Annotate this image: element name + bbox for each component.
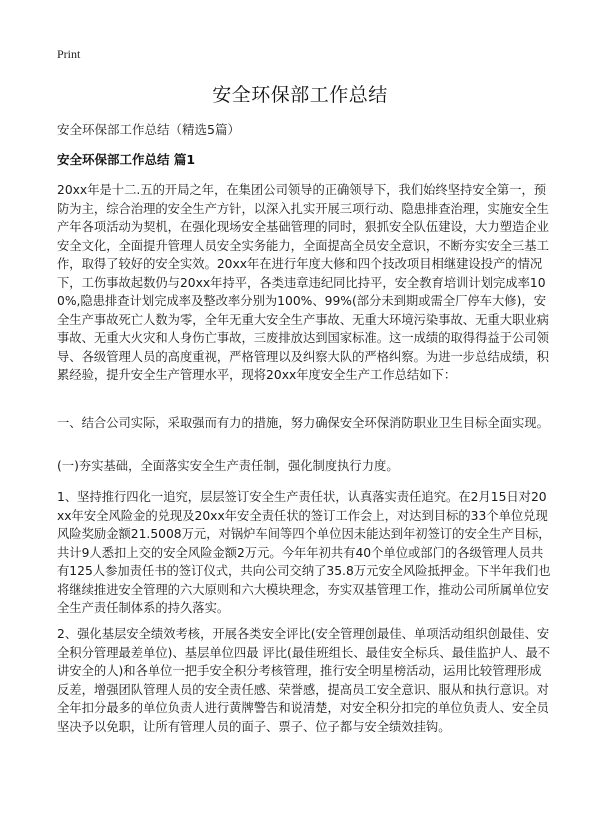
- paragraph-item-one: 1、坚持推行四化一追究，层层签订安全生产责任状，认真落实责任追究。在2月15日对20xx年安全风险金的兑现及20xx年安全责任状的签订工作会上，对达到目标的33个单位兑现风险奖励金额21.5008万元，对锅炉车间等四个单位因未能达到年初签订的安全生产目标，共计9人悉扣上交的安全风险金额2万元。今年年初共有40个单位或部门的各级管理人员共有125人参加责任书的签订仪式，共向公司交纳了35.8万元安全风险抵押金。下半年我们也将继续推进安全管理的六大原则和六大模块理念，夯实双基管理工作，推动公司所属单位安全生产责任制体系的持久落实。: [57, 490, 551, 615]
- paragraph-intro: 20xx年是十二.五的开局之年，在集团公司领导的正确领导下，我们始终坚持安全第一，预防为主，综合治理的安全生产方针，以深入扎实开展三项行动、隐患排查治理，实施安全生产年各项活动为契机，在强化现场安全基础管理的同时，狠抓安全队伍建设，大力塑造企业安全文化，全面提升管理人员安全实务能力，全面提高全员安全意识，不断夯实安全三基工作，取得了较好的安全实效。20xx年在进行年度大修和四个技改项目相继建设投产的情况下，工伤事故起数仍与20xx年持平，各类违章违纪同比持平，安全教育培训计划完成率100%,隐患排查计划完成率及整改率分别为100%、99%(部分未到期或需全厂停车大修)，安全生产事故死亡人数为零，全年无重大安全生产事故、无重大环境污染事故、无重大职业病事故、无重大火灾和人身伤亡事故，三废排放达到国家标准。这一成绩的取得得益于公司领导、各级管理人员的高度重视，严格管理以及纠察大队的严格纠察。为进一步总结成绩，积累经验，提升安全生产管理水平，现将20xx年度安全生产工作总结如下：: [57, 183, 549, 382]
- document-subtitle: 安全环保部工作总结（精选5篇）: [57, 122, 240, 137]
- print-link[interactable]: Print: [57, 47, 81, 61]
- paragraph-item-two: 2、强化基层安全绩效考核，开展各类安全评比(安全管理创最佳、单项活动组织创最佳、安全积分管理最差单位)、基层单位四最 评比(最佳班组长、最佳安全标兵、最佳监护人、最不讲安全的人)和各单位一把手安全积分考核管理，推行安全明星榜活动，运用比较管理形成反差，增强团队管理人员的安全责任感、荣誉感，提高员工安全意识、服从和执行意识。对全年扣分最多的单位负责人进行黄牌警告和说清楚，对安全积分扣完的单位负责人、安全员坚决予以免职，让所有管理人员的面子、票子、位子都与安全绩效挂钩。: [57, 627, 551, 734]
- page-title: 安全环保部工作总结: [212, 84, 388, 106]
- paragraph-subheading: (一)夯实基础，全面落实安全生产责任制，强化制度执行力度。: [57, 459, 399, 473]
- paragraph-heading-one: 一、结合公司实际，采取强而有力的措施，努力确保安全环保消防职业卫生目标全面实现。: [57, 416, 549, 430]
- section-heading: 安全环保部工作总结 篇1: [57, 152, 196, 167]
